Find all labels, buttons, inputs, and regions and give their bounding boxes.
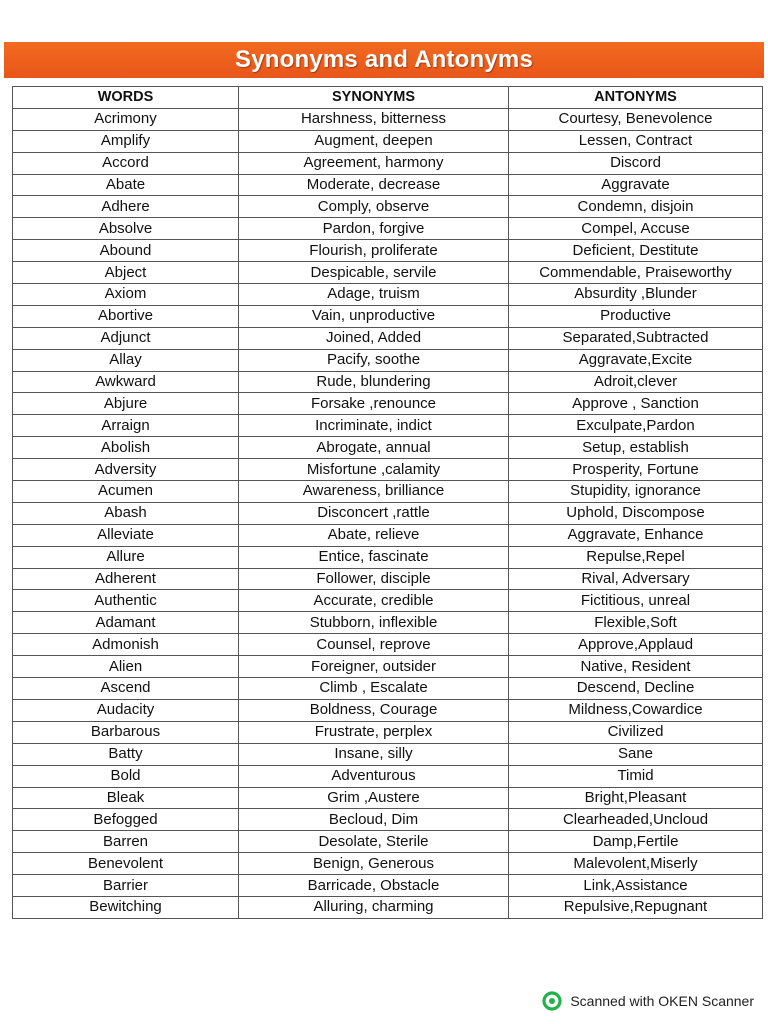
word-cell: Allay	[13, 349, 239, 371]
antonyms-cell: Aggravate	[509, 174, 763, 196]
antonyms-cell: Courtesy, Benevolence	[509, 108, 763, 130]
table-row	[13, 831, 763, 853]
antonyms-cell: Absurdity ,Blunder	[509, 284, 763, 306]
synonyms-cell: Rude, blundering	[239, 371, 509, 393]
antonyms-cell: Compel, Accuse	[509, 218, 763, 240]
word-cell: Adhere	[13, 196, 239, 218]
synonyms-cell: Frustrate, perplex	[239, 721, 509, 743]
synonyms-cell: Awareness, brilliance	[239, 481, 509, 503]
synonyms-cell: Entice, fascinate	[239, 546, 509, 568]
antonyms-cell: Adroit,clever	[509, 371, 763, 393]
page-title: Synonyms and Antonyms	[234, 46, 534, 73]
synonyms-cell: Disconcert ,rattle	[239, 502, 509, 524]
word-cell: Abound	[13, 240, 239, 262]
word-cell: Absolve	[13, 218, 239, 240]
table-row	[13, 481, 763, 503]
table-row	[13, 371, 763, 393]
synonyms-cell: Boldness, Courage	[239, 699, 509, 721]
table-row	[13, 634, 763, 656]
antonyms-cell: Timid	[509, 765, 763, 787]
antonyms-cell: Uphold, Discompose	[509, 502, 763, 524]
synonyms-cell: Alluring, charming	[239, 896, 509, 918]
table-row	[13, 152, 763, 174]
synonyms-cell: Flourish, proliferate	[239, 240, 509, 262]
antonyms-cell: Discord	[509, 152, 763, 174]
table-row	[13, 108, 763, 130]
synonyms-cell: Barricade, Obstacle	[239, 875, 509, 897]
table-row	[13, 721, 763, 743]
scanner-watermark-text: Scanned with OKEN Scanner	[570, 993, 754, 1009]
synonyms-cell: Pardon, forgive	[239, 218, 509, 240]
table-row	[13, 612, 763, 634]
antonyms-cell: Mildness,Cowardice	[509, 699, 763, 721]
word-cell: Abash	[13, 502, 239, 524]
word-cell: Befogged	[13, 809, 239, 831]
table-row	[13, 327, 763, 349]
table-body	[13, 108, 763, 918]
word-cell: Adamant	[13, 612, 239, 634]
table-row	[13, 459, 763, 481]
antonyms-cell: Commendable, Praiseworthy	[509, 262, 763, 284]
header-synonyms: SYNONYMS	[239, 87, 509, 109]
word-cell: Abortive	[13, 305, 239, 327]
synonyms-cell: Abate, relieve	[239, 524, 509, 546]
table-row	[13, 349, 763, 371]
table-row	[13, 656, 763, 678]
word-cell: Alien	[13, 656, 239, 678]
table-row	[13, 130, 763, 152]
word-cell: Barrier	[13, 875, 239, 897]
synonyms-cell: Pacify, soothe	[239, 349, 509, 371]
word-cell: Batty	[13, 743, 239, 765]
antonyms-cell: Descend, Decline	[509, 678, 763, 700]
synonyms-cell: Desolate, Sterile	[239, 831, 509, 853]
word-cell: Awkward	[13, 371, 239, 393]
synonyms-cell: Augment, deepen	[239, 130, 509, 152]
word-cell: Audacity	[13, 699, 239, 721]
synonyms-cell: Forsake ,renounce	[239, 393, 509, 415]
word-cell: Abate	[13, 174, 239, 196]
synonyms-cell: Misfortune ,calamity	[239, 459, 509, 481]
antonyms-cell: Flexible,Soft	[509, 612, 763, 634]
antonyms-cell: Setup, establish	[509, 437, 763, 459]
table-row	[13, 590, 763, 612]
table-header-row	[13, 87, 763, 109]
table-row	[13, 699, 763, 721]
table-row	[13, 787, 763, 809]
word-cell: Barbarous	[13, 721, 239, 743]
synonyms-cell: Agreement, harmony	[239, 152, 509, 174]
synonyms-cell: Harshness, bitterness	[239, 108, 509, 130]
synonyms-cell: Adage, truism	[239, 284, 509, 306]
word-cell: Abjure	[13, 393, 239, 415]
table-row	[13, 765, 763, 787]
synonyms-cell: Joined, Added	[239, 327, 509, 349]
synonyms-cell: Abrogate, annual	[239, 437, 509, 459]
table-row	[13, 284, 763, 306]
antonyms-cell: Damp,Fertile	[509, 831, 763, 853]
synonyms-cell: Comply, observe	[239, 196, 509, 218]
synonyms-cell: Climb , Escalate	[239, 678, 509, 700]
word-cell: Amplify	[13, 130, 239, 152]
word-cell: Adjunct	[13, 327, 239, 349]
table-row	[13, 174, 763, 196]
table-row	[13, 415, 763, 437]
synonyms-antonyms-table	[12, 86, 763, 919]
table-row	[13, 262, 763, 284]
antonyms-cell: Exculpate,Pardon	[509, 415, 763, 437]
synonyms-cell: Moderate, decrease	[239, 174, 509, 196]
table-row	[13, 896, 763, 918]
table-row	[13, 853, 763, 875]
synonyms-cell: Stubborn, inflexible	[239, 612, 509, 634]
word-cell: Acumen	[13, 481, 239, 503]
table-row	[13, 196, 763, 218]
oken-scanner-logo-icon	[542, 991, 562, 1011]
antonyms-cell: Civilized	[509, 721, 763, 743]
antonyms-cell: Bright,Pleasant	[509, 787, 763, 809]
table-row	[13, 218, 763, 240]
antonyms-cell: Separated,Subtracted	[509, 327, 763, 349]
word-cell: Benevolent	[13, 853, 239, 875]
antonyms-cell: Lessen, Contract	[509, 130, 763, 152]
antonyms-cell: Productive	[509, 305, 763, 327]
word-cell: Adversity	[13, 459, 239, 481]
table-row	[13, 546, 763, 568]
table-row	[13, 743, 763, 765]
scanner-watermark	[542, 990, 754, 1012]
word-cell: Abject	[13, 262, 239, 284]
word-cell: Bleak	[13, 787, 239, 809]
table-row	[13, 568, 763, 590]
synonyms-cell: Counsel, reprove	[239, 634, 509, 656]
word-cell: Admonish	[13, 634, 239, 656]
synonyms-cell: Becloud, Dim	[239, 809, 509, 831]
table-row	[13, 524, 763, 546]
synonyms-cell: Foreigner, outsider	[239, 656, 509, 678]
word-cell: Ascend	[13, 678, 239, 700]
word-cell: Bewitching	[13, 896, 239, 918]
word-cell: Barren	[13, 831, 239, 853]
antonyms-cell: Aggravate, Enhance	[509, 524, 763, 546]
antonyms-cell: Deficient, Destitute	[509, 240, 763, 262]
synonyms-cell: Benign, Generous	[239, 853, 509, 875]
synonyms-cell: Adventurous	[239, 765, 509, 787]
synonyms-cell: Incriminate, indict	[239, 415, 509, 437]
table-row	[13, 502, 763, 524]
antonyms-cell: Malevolent,Miserly	[509, 853, 763, 875]
table-row	[13, 809, 763, 831]
word-cell: Allure	[13, 546, 239, 568]
synonyms-cell: Vain, unproductive	[239, 305, 509, 327]
word-cell: Accord	[13, 152, 239, 174]
synonyms-cell: Accurate, credible	[239, 590, 509, 612]
antonyms-cell: Stupidity, ignorance	[509, 481, 763, 503]
antonyms-cell: Native, Resident	[509, 656, 763, 678]
word-cell: Bold	[13, 765, 239, 787]
word-cell: Arraign	[13, 415, 239, 437]
table-row	[13, 437, 763, 459]
word-cell: Authentic	[13, 590, 239, 612]
table-row	[13, 240, 763, 262]
antonyms-cell: Repulse,Repel	[509, 546, 763, 568]
word-cell: Acrimony	[13, 108, 239, 130]
table-row	[13, 678, 763, 700]
antonyms-cell: Fictitious, unreal	[509, 590, 763, 612]
antonyms-cell: Rival, Adversary	[509, 568, 763, 590]
synonyms-cell: Grim ,Austere	[239, 787, 509, 809]
antonyms-cell: Approve , Sanction	[509, 393, 763, 415]
table-row	[13, 393, 763, 415]
antonyms-cell: Link,Assistance	[509, 875, 763, 897]
header-antonyms: ANTONYMS	[509, 87, 763, 109]
antonyms-cell: Approve,Applaud	[509, 634, 763, 656]
antonyms-cell: Sane	[509, 743, 763, 765]
antonyms-cell: Repulsive,Repugnant	[509, 896, 763, 918]
table-row	[13, 875, 763, 897]
title-banner	[4, 42, 764, 78]
synonyms-cell: Follower, disciple	[239, 568, 509, 590]
table-row	[13, 305, 763, 327]
antonyms-cell: Aggravate,Excite	[509, 349, 763, 371]
synonyms-cell: Insane, silly	[239, 743, 509, 765]
antonyms-cell: Clearheaded,Uncloud	[509, 809, 763, 831]
synonyms-cell: Despicable, servile	[239, 262, 509, 284]
word-cell: Adherent	[13, 568, 239, 590]
word-cell: Axiom	[13, 284, 239, 306]
word-cell: Abolish	[13, 437, 239, 459]
antonyms-cell: Condemn, disjoin	[509, 196, 763, 218]
header-words: WORDS	[13, 87, 239, 109]
word-cell: Alleviate	[13, 524, 239, 546]
antonyms-cell: Prosperity, Fortune	[509, 459, 763, 481]
